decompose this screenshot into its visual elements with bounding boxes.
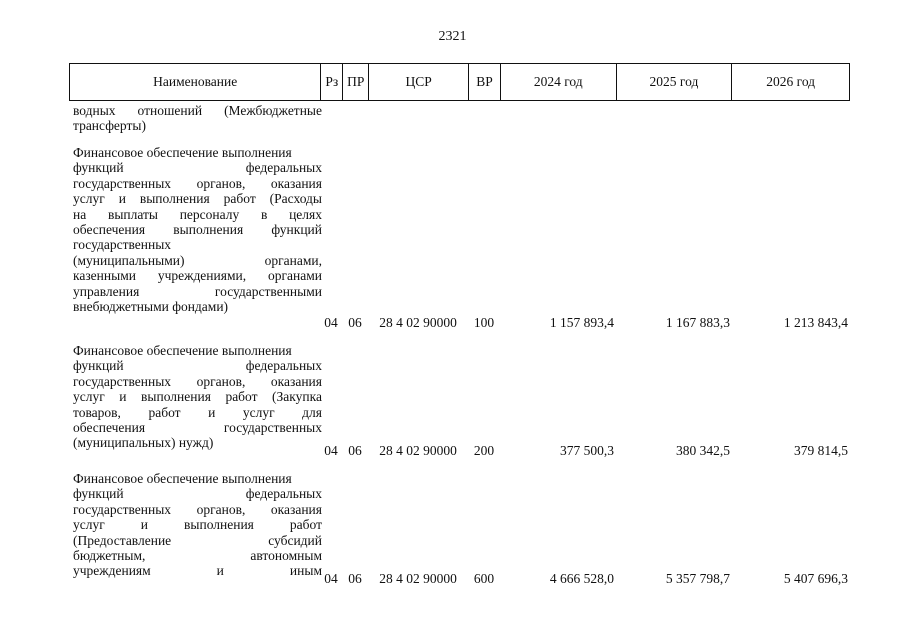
description-line: казенными учреждениями, органами bbox=[73, 268, 322, 284]
description-line: государственных bbox=[73, 237, 172, 253]
cell-pr: 06 bbox=[348, 442, 362, 458]
cell-csr: 28 4 02 90000 bbox=[379, 442, 457, 458]
description-line: водных отношений (Межбюджетные bbox=[73, 103, 322, 118]
column-header-csr: ЦСР bbox=[368, 64, 468, 100]
column-header-pr: ПР bbox=[342, 64, 368, 100]
cell-2024: 4 666 528,0 bbox=[549, 570, 614, 586]
table-row bbox=[69, 471, 850, 586]
cell-pr: 06 bbox=[348, 314, 362, 330]
cell-2025: 5 357 798,7 bbox=[665, 570, 730, 586]
description-line: услуг и выполнения работ (Закупка bbox=[73, 389, 322, 405]
description-line: государственных органов, оказания bbox=[73, 175, 322, 191]
description-line: (муниципальных) нужд) bbox=[73, 435, 214, 451]
table-row bbox=[69, 103, 850, 134]
cell-2025: 380 342,5 bbox=[676, 442, 730, 458]
description-line: бюджетным, автономным bbox=[73, 548, 322, 564]
column-header-vr: ВР bbox=[468, 64, 500, 100]
cell-2024: 1 157 893,4 bbox=[549, 314, 614, 330]
description-line: услуг и выполнения работ bbox=[73, 517, 322, 533]
description-line: Финансовое обеспечение выполнения bbox=[73, 471, 292, 486]
cell-2026: 1 213 843,4 bbox=[783, 314, 848, 330]
description-line: управления государственными bbox=[73, 283, 322, 299]
description-line: обеспечения государственных bbox=[73, 420, 322, 436]
description-line: государственных органов, оказания bbox=[73, 373, 322, 389]
description-line: функций федеральных bbox=[73, 160, 322, 176]
row-description bbox=[69, 103, 322, 134]
row-values bbox=[320, 315, 850, 330]
cell-2026: 379 814,5 bbox=[794, 442, 848, 458]
column-header-rz: Рз bbox=[320, 64, 342, 100]
cell-rz: 04 bbox=[324, 314, 338, 330]
cell-rz: 04 bbox=[324, 442, 338, 458]
cell-rz: 04 bbox=[324, 570, 338, 586]
table-row bbox=[69, 145, 850, 330]
row-values bbox=[320, 443, 850, 458]
cell-vr: 100 bbox=[473, 314, 495, 330]
cell-csr: 28 4 02 90000 bbox=[379, 314, 457, 330]
row-description bbox=[69, 343, 322, 458]
column-header-2025: 2025 год bbox=[616, 64, 732, 100]
description-line: государственных органов, оказания bbox=[73, 501, 322, 517]
table-header bbox=[69, 63, 850, 101]
row-values bbox=[320, 571, 850, 586]
description-line: (Предоставление субсидий bbox=[73, 532, 322, 548]
description-line: Финансовое обеспечение выполнения bbox=[73, 343, 292, 358]
cell-2026: 5 407 696,3 bbox=[783, 570, 848, 586]
description-line: обеспечения выполнения функций bbox=[73, 222, 322, 238]
cell-2024: 377 500,3 bbox=[560, 442, 614, 458]
column-header-2024: 2024 год bbox=[500, 64, 616, 100]
description-line: трансферты) bbox=[73, 118, 146, 134]
column-header-2026: 2026 год bbox=[731, 64, 849, 100]
description-line: внебюджетными фондами) bbox=[73, 299, 229, 315]
description-line: Финансовое обеспечение выполнения bbox=[73, 145, 292, 160]
description-line: на выплаты персоналу в целях bbox=[73, 206, 322, 222]
description-line: учреждениям и иным bbox=[73, 563, 322, 579]
cell-vr: 600 bbox=[473, 570, 495, 586]
column-header-name: Наименование bbox=[153, 74, 238, 89]
description-line: функций федеральных bbox=[73, 486, 322, 502]
description-line: функций федеральных bbox=[73, 358, 322, 374]
table-row bbox=[69, 343, 850, 458]
page-number: 2321 bbox=[438, 29, 467, 44]
description-line: товаров, работ и услуг для bbox=[73, 404, 322, 420]
row-description bbox=[69, 145, 322, 330]
cell-2025: 1 167 883,3 bbox=[665, 314, 730, 330]
description-line: (муниципальными) органами, bbox=[73, 252, 322, 268]
row-description bbox=[69, 471, 322, 586]
cell-vr: 200 bbox=[473, 442, 495, 458]
description-line: услуг и выполнения работ (Расходы bbox=[73, 191, 322, 207]
cell-pr: 06 bbox=[348, 570, 362, 586]
cell-csr: 28 4 02 90000 bbox=[379, 570, 457, 586]
